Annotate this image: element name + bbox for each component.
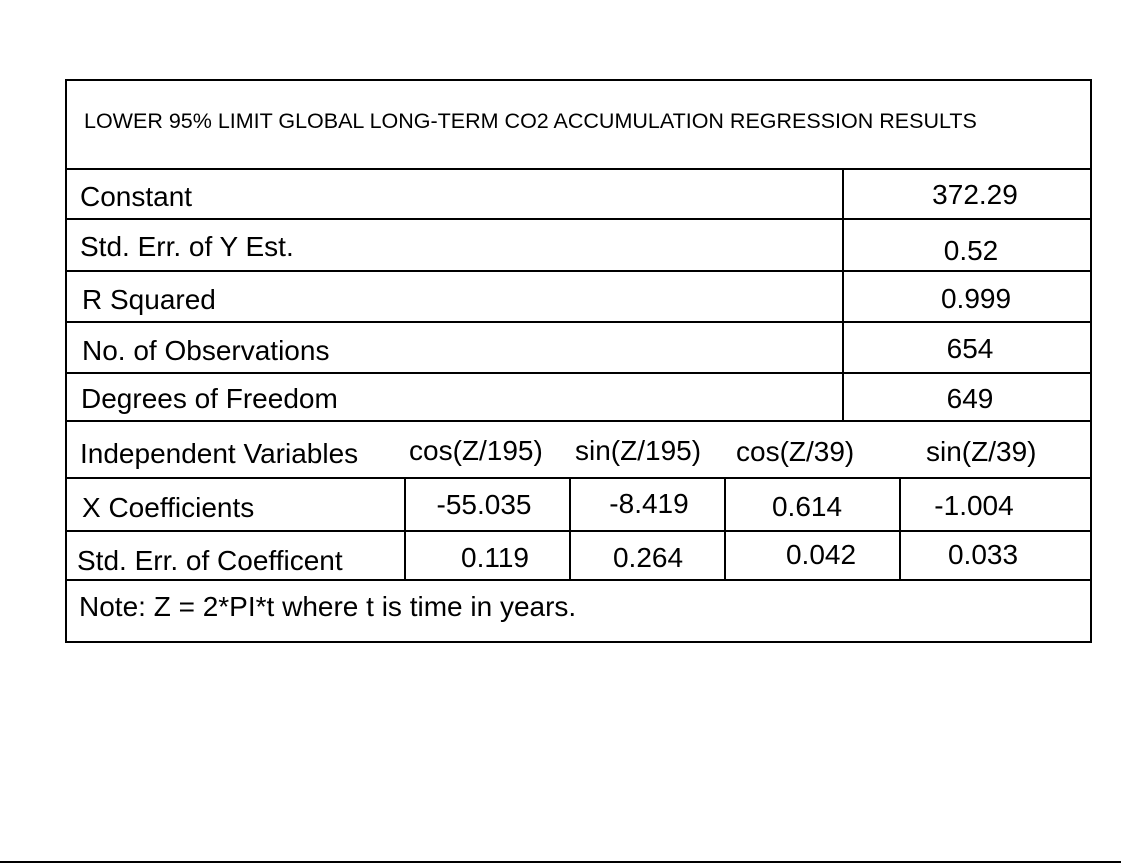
variable-name: cos(Z/195) <box>409 435 543 466</box>
std-error-value: 0.264 <box>612 542 684 573</box>
page-bottom-rule <box>0 861 1121 863</box>
row-divider <box>65 420 1092 422</box>
row-label-constant: Constant <box>80 181 193 212</box>
row-label-r-squared: R Squared <box>82 284 216 315</box>
std-error-value: 0.119 <box>461 542 529 573</box>
variable-name: sin(Z/39) <box>926 436 1037 467</box>
variable-name: sin(Z/195) <box>575 435 702 466</box>
row-divider <box>65 168 1092 170</box>
row-value-std-err-y: 0.52 <box>943 235 999 266</box>
row-label-observations: No. of Observations <box>82 335 330 366</box>
coefficient-value: -55.035 <box>436 489 532 520</box>
std-errors-label: Std. Err. of Coefficent <box>77 545 343 576</box>
coefficient-value: -8.419 <box>609 488 689 519</box>
row-value-constant: 372.29 <box>932 179 1018 210</box>
coefficient-value: -1.004 <box>934 490 1014 521</box>
row-divider <box>65 477 1092 479</box>
row-divider <box>65 218 1092 220</box>
row-divider <box>65 579 1092 581</box>
row-value-r-squared: 0.999 <box>940 283 1012 314</box>
column-divider <box>724 477 726 581</box>
row-label-std-err-y: Std. Err. of Y Est. <box>80 231 294 262</box>
column-divider <box>899 477 901 581</box>
row-divider <box>65 372 1092 374</box>
row-value-degrees-of-freedom: 649 <box>946 383 994 414</box>
column-divider <box>404 477 406 581</box>
column-divider <box>569 477 571 581</box>
variable-name: cos(Z/39) <box>736 436 855 467</box>
row-label-degrees-of-freedom: Degrees of Freedom <box>81 383 338 414</box>
row-divider <box>65 270 1092 272</box>
std-error-value: 0.033 <box>947 539 1019 570</box>
column-divider <box>842 168 844 422</box>
row-divider <box>65 321 1092 323</box>
coefficient-value: 0.614 <box>771 491 843 522</box>
row-value-observations: 654 <box>946 333 994 364</box>
variables-label: Independent Variables <box>80 438 359 469</box>
std-error-value: 0.042 <box>785 539 857 570</box>
footnote: Note: Z = 2*PI*t where t is time in years. <box>79 591 577 622</box>
row-divider <box>65 530 1092 532</box>
table-title: LOWER 95% LIMIT GLOBAL LONG-TERM CO2 ACCUMULATION REGRESSION RESULTS <box>84 109 977 133</box>
coefficients-label: X Coefficients <box>82 492 255 523</box>
